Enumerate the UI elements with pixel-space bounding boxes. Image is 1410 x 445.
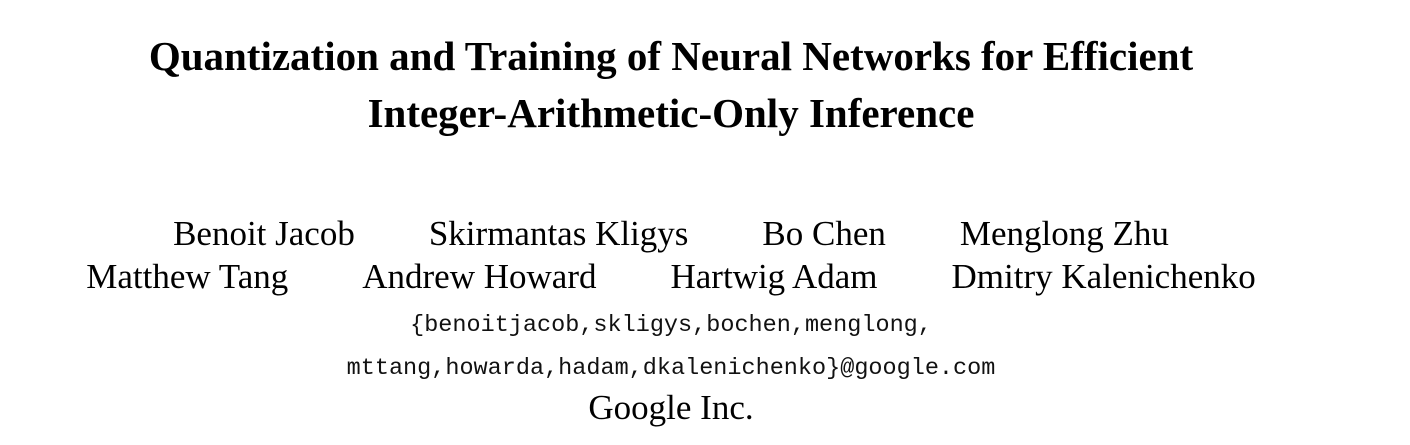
- author-emails-line-2: mttang,howarda,hadam,dkalenichenko}@google.com: [346, 355, 996, 382]
- authors-row-1: [0, 214, 1342, 254]
- authors-row-2: [0, 257, 1342, 297]
- author-name: Andrew Howard: [362, 257, 597, 296]
- paper-title-line-1: Quantization and Training of Neural Networks for Efficient: [148, 33, 1194, 79]
- author-name: Benoit Jacob: [173, 214, 355, 253]
- author-name: Menglong Zhu: [959, 214, 1169, 253]
- affiliation: Google Inc.: [588, 388, 754, 427]
- paper-title-line-2: Integer-Arithmetic-Only Inference: [367, 90, 975, 136]
- author-name: Hartwig Adam: [670, 257, 878, 296]
- author-emails-line-1: {benoitjacob,skligys,bochen,menglong,: [410, 312, 932, 339]
- author-name: Bo Chen: [762, 214, 886, 253]
- author-name: Skirmantas Kligys: [428, 214, 689, 253]
- author-name: Matthew Tang: [86, 257, 289, 296]
- author-name: Dmitry Kalenichenko: [951, 257, 1256, 296]
